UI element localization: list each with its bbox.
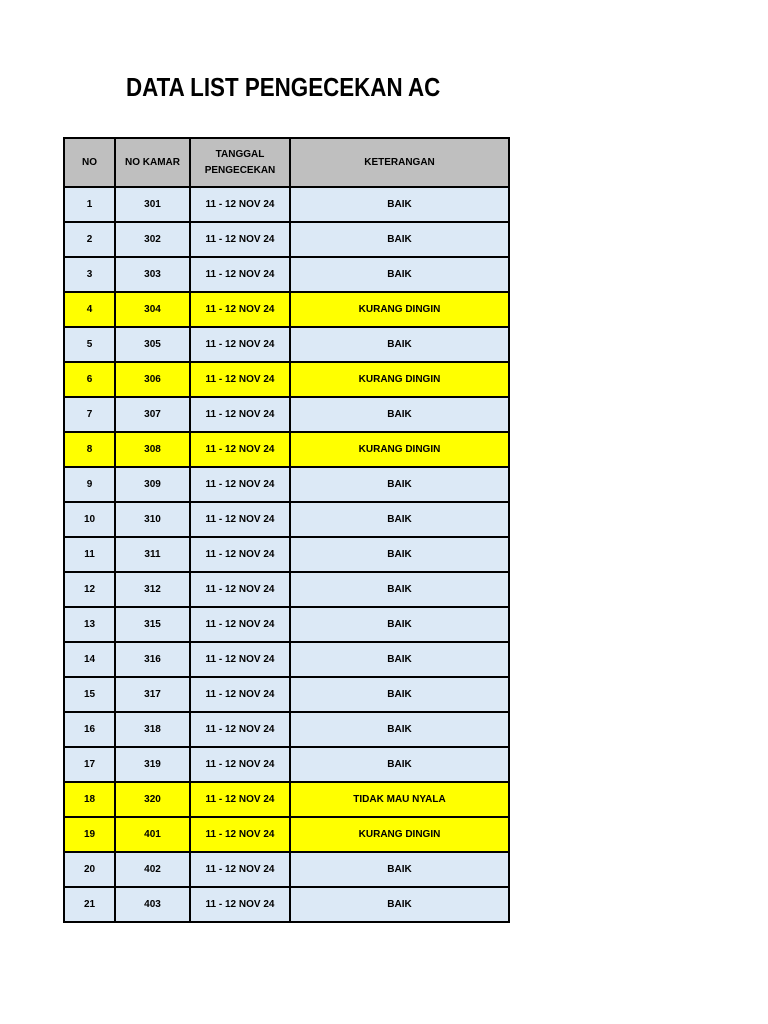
cell-tanggal: 11 - 12 NOV 24: [190, 712, 290, 747]
cell-no-kamar: 307: [115, 397, 190, 432]
cell-no-kamar: 312: [115, 572, 190, 607]
table-row: [64, 677, 509, 712]
cell-keterangan: BAIK: [290, 852, 509, 887]
cell-tanggal: 11 - 12 NOV 24: [190, 782, 290, 817]
cell-tanggal: 11 - 12 NOV 24: [190, 817, 290, 852]
cell-keterangan: BAIK: [290, 222, 509, 257]
cell-no: 14: [64, 642, 115, 677]
cell-no: 12: [64, 572, 115, 607]
cell-no: 6: [64, 362, 115, 397]
cell-tanggal: 11 - 12 NOV 24: [190, 677, 290, 712]
cell-no: 3: [64, 257, 115, 292]
cell-no-kamar: 308: [115, 432, 190, 467]
ac-check-table: [63, 137, 510, 923]
cell-keterangan: KURANG DINGIN: [290, 292, 509, 327]
cell-tanggal: 11 - 12 NOV 24: [190, 292, 290, 327]
table-row: [64, 467, 509, 502]
cell-no-kamar: 402: [115, 852, 190, 887]
cell-tanggal: 11 - 12 NOV 24: [190, 642, 290, 677]
cell-keterangan: BAIK: [290, 677, 509, 712]
table-row: [64, 607, 509, 642]
cell-no-kamar: 304: [115, 292, 190, 327]
cell-no: 11: [64, 537, 115, 572]
cell-keterangan: BAIK: [290, 712, 509, 747]
cell-tanggal: 11 - 12 NOV 24: [190, 537, 290, 572]
cell-no: 2: [64, 222, 115, 257]
header-tanggal: TANGGAL PENGECEKAN: [190, 138, 290, 187]
cell-no: 7: [64, 397, 115, 432]
cell-no: 8: [64, 432, 115, 467]
cell-keterangan: BAIK: [290, 397, 509, 432]
cell-no-kamar: 310: [115, 502, 190, 537]
cell-tanggal: 11 - 12 NOV 24: [190, 852, 290, 887]
header-row: [64, 138, 509, 187]
cell-keterangan: KURANG DINGIN: [290, 362, 509, 397]
cell-keterangan: TIDAK MAU NYALA: [290, 782, 509, 817]
cell-no-kamar: 309: [115, 467, 190, 502]
cell-no-kamar: 303: [115, 257, 190, 292]
cell-no: 4: [64, 292, 115, 327]
cell-keterangan: BAIK: [290, 747, 509, 782]
cell-no-kamar: 319: [115, 747, 190, 782]
table-row: [64, 327, 509, 362]
page-title: DATA LIST PENGECEKAN AC: [126, 72, 441, 102]
cell-keterangan: BAIK: [290, 187, 509, 222]
cell-no: 17: [64, 747, 115, 782]
table-row: [64, 887, 509, 922]
cell-no-kamar: 401: [115, 817, 190, 852]
cell-no: 13: [64, 607, 115, 642]
table-row: [64, 572, 509, 607]
cell-tanggal: 11 - 12 NOV 24: [190, 607, 290, 642]
table-row: [64, 432, 509, 467]
cell-keterangan: BAIK: [290, 502, 509, 537]
table-row: [64, 502, 509, 537]
cell-tanggal: 11 - 12 NOV 24: [190, 887, 290, 922]
table-header: [64, 138, 509, 187]
table-row: [64, 852, 509, 887]
cell-no-kamar: 301: [115, 187, 190, 222]
table-row: [64, 292, 509, 327]
table-row: [64, 712, 509, 747]
cell-tanggal: 11 - 12 NOV 24: [190, 222, 290, 257]
header-no-kamar: NO KAMAR: [115, 138, 190, 187]
cell-no: 15: [64, 677, 115, 712]
cell-no-kamar: 302: [115, 222, 190, 257]
cell-no: 1: [64, 187, 115, 222]
cell-tanggal: 11 - 12 NOV 24: [190, 187, 290, 222]
table-body: [64, 187, 509, 922]
header-keterangan: KETERANGAN: [290, 138, 509, 187]
cell-no-kamar: 315: [115, 607, 190, 642]
cell-keterangan: BAIK: [290, 642, 509, 677]
cell-tanggal: 11 - 12 NOV 24: [190, 467, 290, 502]
cell-keterangan: KURANG DINGIN: [290, 817, 509, 852]
cell-no-kamar: 317: [115, 677, 190, 712]
cell-keterangan: BAIK: [290, 572, 509, 607]
table-row: [64, 817, 509, 852]
table-row: [64, 747, 509, 782]
table-row: [64, 257, 509, 292]
cell-no-kamar: 403: [115, 887, 190, 922]
cell-no-kamar: 316: [115, 642, 190, 677]
cell-tanggal: 11 - 12 NOV 24: [190, 747, 290, 782]
cell-no: 21: [64, 887, 115, 922]
cell-tanggal: 11 - 12 NOV 24: [190, 572, 290, 607]
cell-no: 19: [64, 817, 115, 852]
cell-keterangan: BAIK: [290, 537, 509, 572]
cell-no-kamar: 311: [115, 537, 190, 572]
cell-keterangan: BAIK: [290, 887, 509, 922]
cell-tanggal: 11 - 12 NOV 24: [190, 432, 290, 467]
cell-no: 5: [64, 327, 115, 362]
cell-keterangan: BAIK: [290, 607, 509, 642]
cell-keterangan: BAIK: [290, 257, 509, 292]
cell-tanggal: 11 - 12 NOV 24: [190, 397, 290, 432]
cell-no-kamar: 320: [115, 782, 190, 817]
cell-keterangan: KURANG DINGIN: [290, 432, 509, 467]
cell-no: 20: [64, 852, 115, 887]
table-row: [64, 397, 509, 432]
table-row: [64, 222, 509, 257]
cell-tanggal: 11 - 12 NOV 24: [190, 327, 290, 362]
table-row: [64, 642, 509, 677]
cell-keterangan: BAIK: [290, 467, 509, 502]
cell-tanggal: 11 - 12 NOV 24: [190, 362, 290, 397]
table-row: [64, 187, 509, 222]
cell-no: 16: [64, 712, 115, 747]
cell-no-kamar: 306: [115, 362, 190, 397]
cell-no: 10: [64, 502, 115, 537]
cell-no: 9: [64, 467, 115, 502]
cell-no-kamar: 318: [115, 712, 190, 747]
cell-tanggal: 11 - 12 NOV 24: [190, 257, 290, 292]
cell-keterangan: BAIK: [290, 327, 509, 362]
table-row: [64, 362, 509, 397]
table-row: [64, 782, 509, 817]
header-no: NO: [64, 138, 115, 187]
cell-tanggal: 11 - 12 NOV 24: [190, 502, 290, 537]
cell-no-kamar: 305: [115, 327, 190, 362]
table-row: [64, 537, 509, 572]
cell-no: 18: [64, 782, 115, 817]
